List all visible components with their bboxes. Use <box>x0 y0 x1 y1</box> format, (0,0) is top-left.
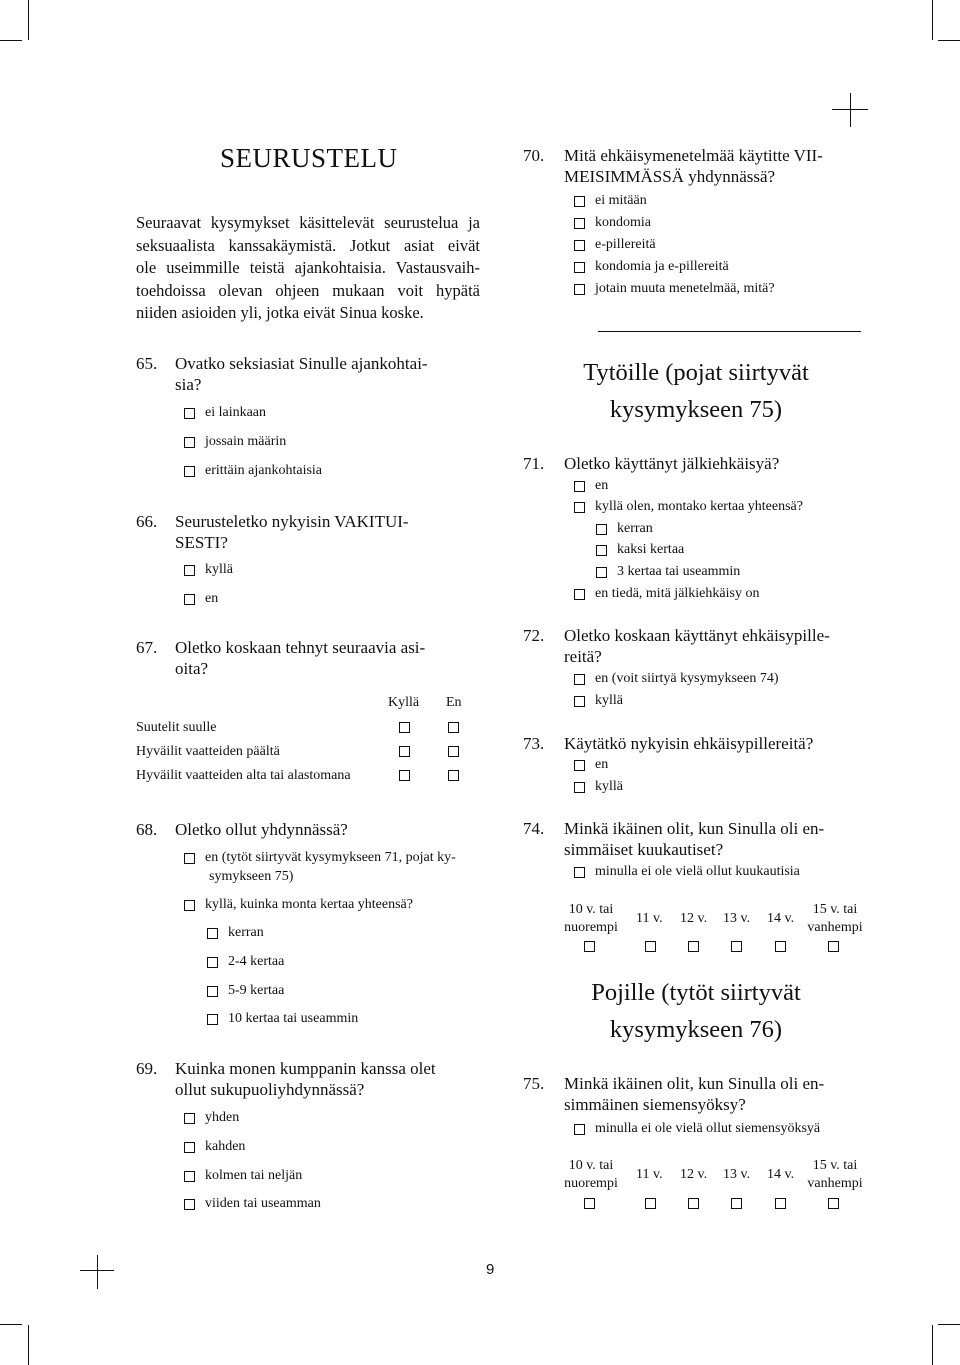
option[interactable]: kyllä olen, montako kertaa yhteensä? <box>574 498 803 516</box>
option[interactable]: kyllä <box>574 692 623 710</box>
checkbox[interactable] <box>184 437 195 448</box>
question-number: 65. <box>136 354 158 373</box>
checkbox[interactable] <box>574 1124 585 1135</box>
option[interactable]: ei lainkaan <box>184 404 266 422</box>
checkbox-yes[interactable] <box>399 746 410 757</box>
checkbox[interactable] <box>207 957 218 968</box>
checkbox[interactable] <box>574 262 585 273</box>
option[interactable]: kondomia <box>574 214 651 232</box>
question-number: 74. <box>523 819 545 838</box>
checkbox[interactable] <box>596 524 607 535</box>
option[interactable]: en tiedä, mitä jälkiehkäisy on <box>574 585 759 603</box>
option[interactable]: viiden tai useamman <box>184 1195 321 1213</box>
section-heading-boys: Pojille (tytöt siirtyvät kysymykseen 76) <box>591 979 801 1043</box>
checkbox[interactable] <box>207 986 218 997</box>
checkbox[interactable] <box>184 1113 195 1124</box>
option-continuation: symykseen 75) <box>209 869 294 884</box>
question-number: 73. <box>523 734 545 753</box>
checkbox[interactable] <box>584 1198 595 1209</box>
sub-option[interactable]: 5-9 kertaa <box>207 982 284 1000</box>
checkbox[interactable] <box>574 502 585 513</box>
table-row-label: Hyväilit vaatteiden alta tai alastomana <box>136 768 351 783</box>
checkbox[interactable] <box>828 941 839 952</box>
checkbox[interactable] <box>574 196 585 207</box>
option[interactable]: e-pillereitä <box>574 236 656 254</box>
option[interactable]: kondomia ja e-pillereitä <box>574 258 729 276</box>
option[interactable]: jotain muuta menetelmää, mitä? <box>574 280 775 298</box>
option[interactable]: minulla ei ole vielä ollut siemensyöksyä <box>574 1120 820 1138</box>
option[interactable]: jossain määrin <box>184 433 286 451</box>
question-number: 75. <box>523 1074 545 1093</box>
checkbox[interactable] <box>775 1198 786 1209</box>
checkbox[interactable] <box>184 1142 195 1153</box>
question-text: Käytätkö nykyisin ehkäisypillereitä? <box>564 734 814 753</box>
checkbox[interactable] <box>574 218 585 229</box>
option[interactable]: minulla ei ole vielä ollut kuukautisia <box>574 863 800 881</box>
option[interactable]: kolmen tai neljän <box>184 1167 302 1185</box>
option[interactable]: kahden <box>184 1138 245 1156</box>
page-title: SEURUSTELU <box>220 143 398 173</box>
question-number: 67. <box>136 638 158 657</box>
option[interactable]: kyllä <box>574 778 623 796</box>
sub-option[interactable]: kerran <box>596 520 653 538</box>
column-header-no: En <box>446 695 462 710</box>
option[interactable]: en <box>574 477 608 495</box>
table-row-label: Suutelit suulle <box>136 720 217 735</box>
checkbox[interactable] <box>574 589 585 600</box>
sub-option[interactable]: kerran <box>207 924 264 942</box>
option[interactable]: kyllä <box>184 561 233 579</box>
checkbox-yes[interactable] <box>399 770 410 781</box>
question-text: Seurusteletko nykyisin VAKITUI- SESTI? <box>175 512 409 552</box>
intro-text: Seuraavat kysymykset käsittelevät seurustelua ja seksuaalista kanssakäymistä. Jotkut asiat eivät ole useimmille teistä ajankohtaisia. Vastausvaih- toehdoissa olevan ohjeen mukaan voit hypätä niiden asioiden yli, jotka eivät Sinua koske. <box>136 213 480 322</box>
option[interactable]: en (voit siirtyä kysymykseen 74) <box>574 670 779 688</box>
checkbox[interactable] <box>184 853 195 864</box>
question-number: 68. <box>136 820 158 839</box>
option[interactable]: yhden <box>184 1109 239 1127</box>
option[interactable]: en <box>574 756 608 774</box>
checkbox[interactable] <box>731 941 742 952</box>
question-text: Oletko koskaan käyttänyt ehkäisypille- reitä? <box>564 626 830 666</box>
checkbox[interactable] <box>184 900 195 911</box>
question-text: Minkä ikäinen olit, kun Sinulla oli en- simmäiset kuukautiset? <box>564 819 825 859</box>
checkbox-no[interactable] <box>448 746 459 757</box>
question-text: Minkä ikäinen olit, kun Sinulla oli en- simmäinen siemensyöksy? <box>564 1074 825 1114</box>
checkbox[interactable] <box>574 240 585 251</box>
answer-line[interactable] <box>598 331 861 332</box>
question-number: 71. <box>523 454 545 473</box>
checkbox[interactable] <box>596 545 607 556</box>
question-text: Kuinka monen kumppanin kanssa olet ollut sukupuoliyhdynnässä? <box>175 1059 436 1099</box>
checkbox[interactable] <box>184 1199 195 1210</box>
checkbox[interactable] <box>645 1198 656 1209</box>
sub-option[interactable]: 2-4 kertaa <box>207 953 284 971</box>
question-text: Oletko koskaan tehnyt seuraavia asi- oita? <box>175 638 426 678</box>
checkbox-no[interactable] <box>448 722 459 733</box>
checkbox[interactable] <box>584 941 595 952</box>
checkbox[interactable] <box>207 1014 218 1025</box>
checkbox[interactable] <box>688 941 699 952</box>
checkbox[interactable] <box>574 284 585 295</box>
question-text: Ovatko seksiasiat Sinulle ajankohtai- sia? <box>175 354 428 394</box>
table-row-label: Hyväilit vaatteiden päältä <box>136 744 280 759</box>
checkbox[interactable] <box>731 1198 742 1209</box>
question-number: 70. <box>523 146 545 165</box>
checkbox[interactable] <box>207 928 218 939</box>
checkbox[interactable] <box>574 674 585 685</box>
checkbox-no[interactable] <box>448 770 459 781</box>
section-heading-girls: Tytöille (pojat siirtyvät kysymykseen 75) <box>583 359 809 423</box>
option[interactable]: ei mitään <box>574 192 647 210</box>
question-text: Oletko käyttänyt jälkiehkäisyä? <box>564 454 780 473</box>
question-text: Oletko ollut yhdynnässä? <box>175 820 348 839</box>
checkbox[interactable] <box>184 408 195 419</box>
sub-option[interactable]: 3 kertaa tai useammin <box>596 563 740 581</box>
sub-option[interactable]: kaksi kertaa <box>596 541 684 559</box>
column-header-yes: Kyllä <box>388 695 420 710</box>
question-number: 66. <box>136 512 158 531</box>
checkbox[interactable] <box>688 1198 699 1209</box>
option[interactable]: en (tytöt siirtyvät kysymykseen 71, pojat ky- <box>184 849 456 867</box>
option[interactable]: en <box>184 590 218 608</box>
checkbox[interactable] <box>184 594 195 605</box>
checkbox[interactable] <box>574 760 585 771</box>
checkbox[interactable] <box>596 567 607 578</box>
checkbox[interactable] <box>184 1171 195 1182</box>
checkbox[interactable] <box>574 867 585 878</box>
option[interactable]: kyllä, kuinka monta kertaa yhteensä? <box>184 896 413 914</box>
checkbox[interactable] <box>574 782 585 793</box>
checkbox-yes[interactable] <box>399 722 410 733</box>
checkbox[interactable] <box>828 1198 839 1209</box>
checkbox[interactable] <box>574 696 585 707</box>
question-number: 72. <box>523 626 545 645</box>
checkbox[interactable] <box>184 466 195 477</box>
option[interactable]: erittäin ajankohtaisia <box>184 462 322 480</box>
question-number: 69. <box>136 1059 158 1078</box>
page-number: 9 <box>486 1261 495 1278</box>
sub-option[interactable]: 10 kertaa tai useammin <box>207 1010 358 1028</box>
question-text: Mitä ehkäisymenetelmää käytitte VII- MEISIMMÄSSÄ yhdynnässä? <box>564 146 823 186</box>
checkbox[interactable] <box>645 941 656 952</box>
checkbox[interactable] <box>574 481 585 492</box>
checkbox[interactable] <box>775 941 786 952</box>
checkbox[interactable] <box>184 565 195 576</box>
